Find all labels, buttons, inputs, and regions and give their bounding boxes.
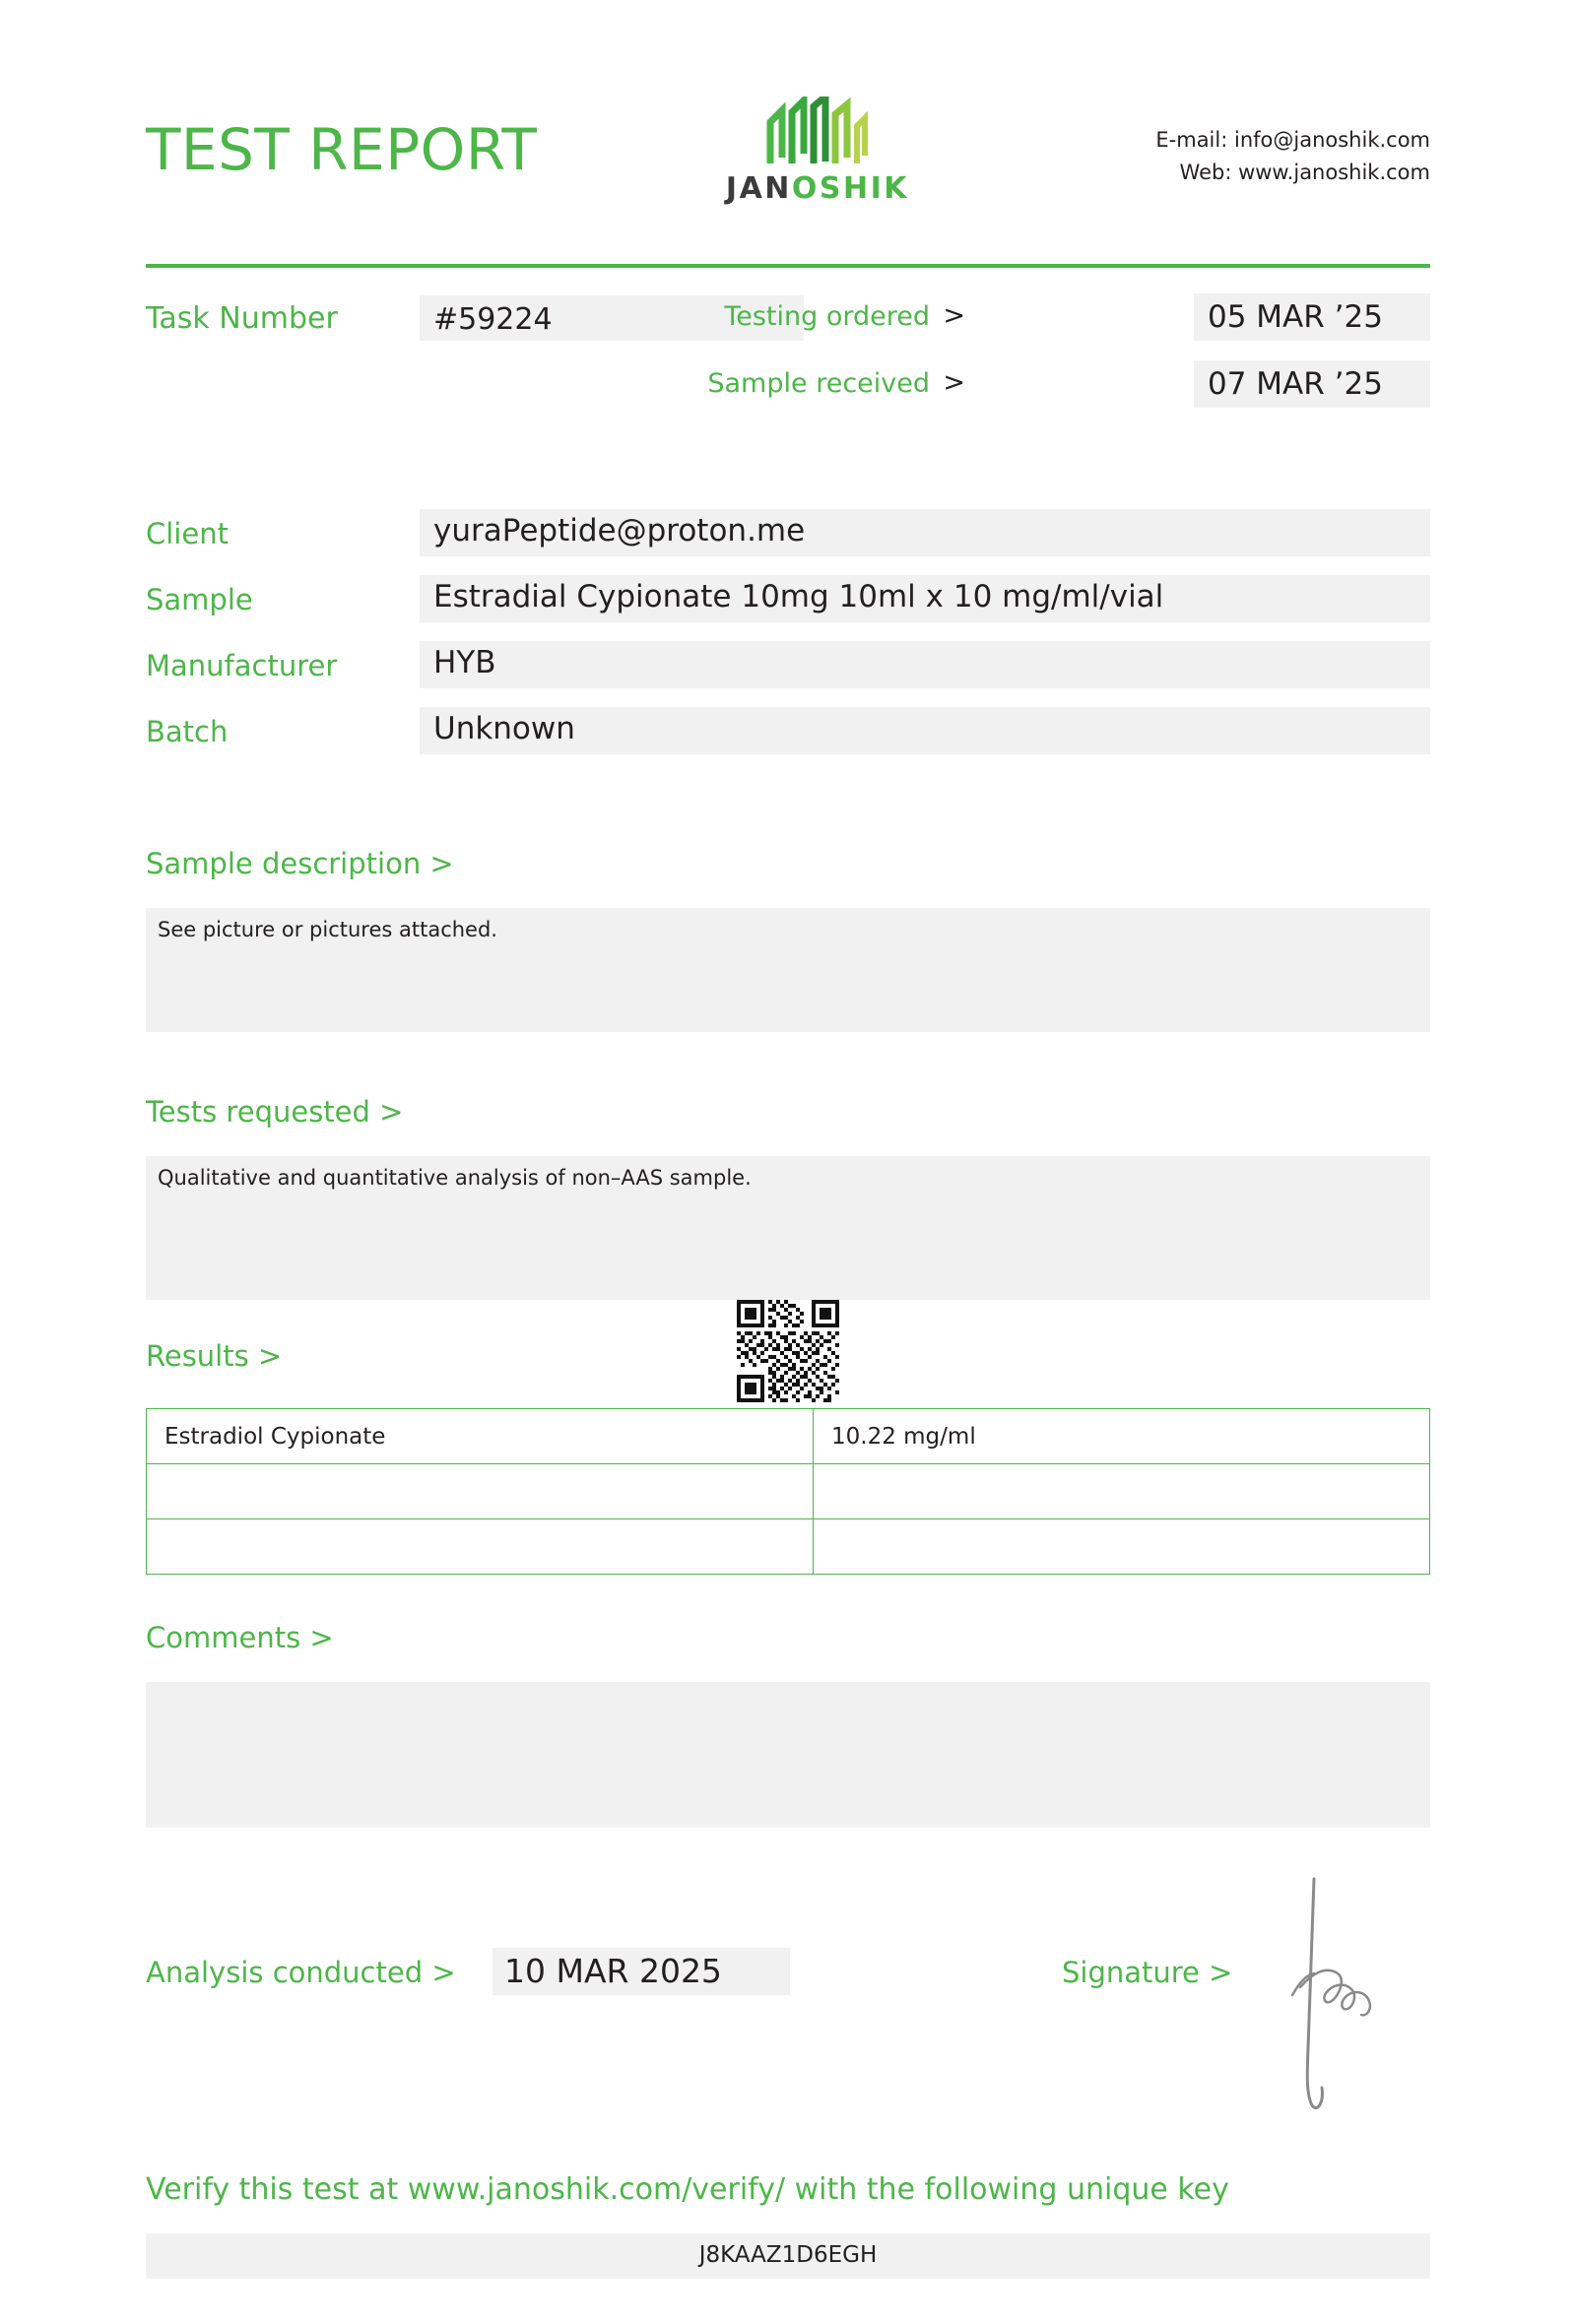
unique-key-field xyxy=(146,2233,1430,2279)
sample-field xyxy=(420,575,1430,622)
result-value: 10.22 mg/ml xyxy=(814,1409,1430,1464)
result-name xyxy=(147,1464,814,1519)
tests-requested-text: Qualitative and quantitative analysis of non–AAS sample. xyxy=(158,1166,752,1190)
table-row xyxy=(147,1519,1430,1575)
client-value: yuraPeptide@proton.me xyxy=(433,513,806,549)
sample-value: Estradial Cypionate 10mg 10ml x 10 mg/ml/vial xyxy=(433,579,1164,614)
contact-email: E-mail: info@janoshik.com xyxy=(1155,128,1430,152)
testing-ordered-label: Testing ordered xyxy=(724,301,930,332)
logo-mark-icon xyxy=(762,97,871,167)
contact-web: Web: www.janoshik.com xyxy=(1179,161,1430,184)
signature-image xyxy=(1279,1871,1476,2117)
results-heading: Results > xyxy=(146,1339,283,1373)
manufacturer-value: HYB xyxy=(433,645,496,680)
batch-field xyxy=(420,707,1430,754)
qr-code xyxy=(737,1300,839,1402)
result-name: Estradiol Cypionate xyxy=(147,1409,814,1464)
result-value xyxy=(814,1519,1430,1575)
table-row xyxy=(147,1409,1430,1464)
task-number-label: Task Number xyxy=(146,301,338,336)
testing-ordered-value: 05 MAR ’25 xyxy=(1208,299,1383,335)
comments-heading: Comments > xyxy=(146,1621,334,1654)
result-value xyxy=(814,1464,1430,1519)
logo-wordmark xyxy=(699,171,936,206)
logo-text-dark: JAN xyxy=(725,171,792,206)
info-block xyxy=(146,507,1430,771)
contact-block xyxy=(1155,124,1430,189)
task-number-value: #59224 xyxy=(433,302,553,337)
batch-value: Unknown xyxy=(433,711,575,746)
analysis-date-value: 10 MAR 2025 xyxy=(504,1952,722,1990)
sample-label: Sample xyxy=(146,583,253,616)
analysis-conducted-label: Analysis conducted > xyxy=(146,1956,456,1989)
verify-text: Verify this test at www.janoshik.com/verify/ with the following unique key xyxy=(146,2172,1229,2207)
info-row-client xyxy=(146,507,1430,573)
comments-box xyxy=(146,1682,1430,1828)
sample-description-heading: Sample description > xyxy=(146,847,454,880)
logo-text-green: OSHIK xyxy=(791,171,910,206)
sample-received-value: 07 MAR ’25 xyxy=(1208,366,1383,402)
sample-received-label: Sample received xyxy=(707,368,930,399)
janoshik-logo xyxy=(699,97,936,234)
client-field xyxy=(420,509,1430,556)
client-label: Client xyxy=(146,517,229,550)
tests-requested-box xyxy=(146,1156,1430,1300)
tests-requested-heading: Tests requested > xyxy=(146,1095,404,1129)
result-name xyxy=(147,1519,814,1575)
analysis-date-field xyxy=(492,1948,790,1995)
sample-description-box xyxy=(146,908,1430,1032)
testing-ordered-field xyxy=(1194,293,1430,341)
signature-label: Signature > xyxy=(1062,1956,1233,1989)
report-header xyxy=(146,106,1430,234)
info-row-manufacturer xyxy=(146,639,1430,705)
table-row xyxy=(147,1464,1430,1519)
report-content xyxy=(146,0,1430,2324)
info-row-batch xyxy=(146,705,1430,771)
sample-description-text: See picture or pictures attached. xyxy=(158,918,497,941)
header-divider xyxy=(146,264,1430,268)
sample-received-arrow: > xyxy=(943,367,965,398)
manufacturer-label: Manufacturer xyxy=(146,649,338,682)
page-title: TEST REPORT xyxy=(146,116,538,183)
unique-key-value: J8KAAZ1D6EGH xyxy=(698,2242,878,2268)
results-table xyxy=(146,1408,1430,1575)
manufacturer-field xyxy=(420,641,1430,688)
testing-ordered-arrow: > xyxy=(943,300,965,331)
sample-received-field xyxy=(1194,360,1430,408)
info-row-sample xyxy=(146,573,1430,639)
batch-label: Batch xyxy=(146,715,229,748)
